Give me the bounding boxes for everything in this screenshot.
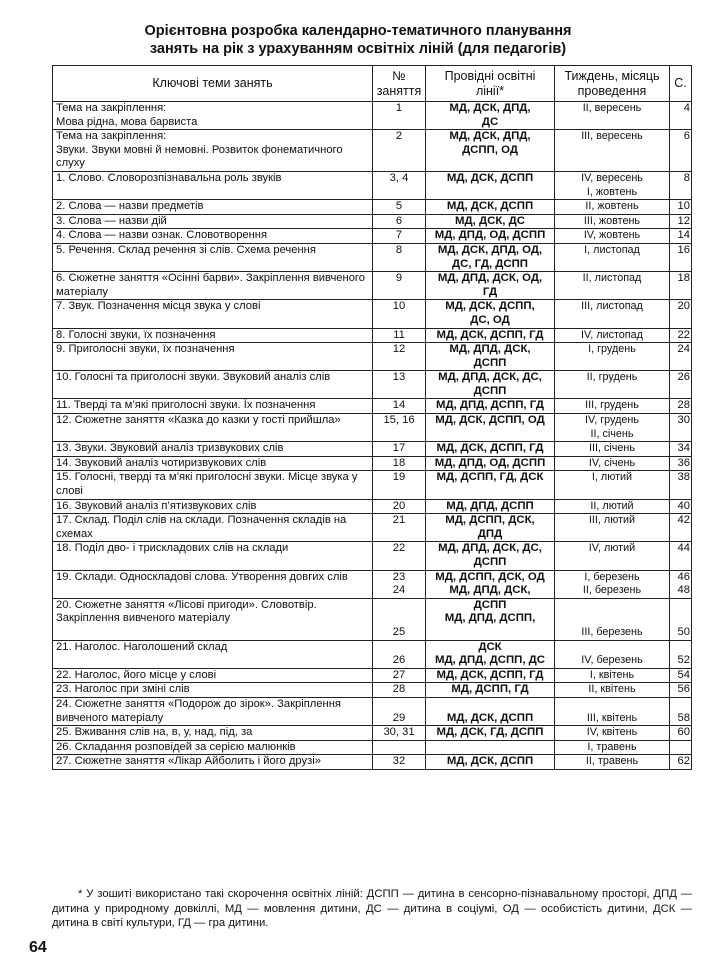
- row-educational-lines: ДСПП МД, ДПД, ДСПП,: [426, 598, 555, 640]
- row-lesson-number: 5: [373, 200, 426, 215]
- row-week-month: IV, жовтень: [555, 229, 670, 244]
- row-lesson-number: 2: [373, 130, 426, 172]
- row-page: 34: [670, 442, 692, 457]
- table-row: [53, 200, 692, 215]
- row-topic: 27. Сюжетне заняття «Лікар Айболить і його друзі»: [53, 755, 373, 770]
- title-line-1: Орієнтовна розробка календарно-тематичного планування: [144, 23, 572, 39]
- row-week-month: II, вересень: [555, 102, 670, 130]
- table-row: [53, 640, 692, 668]
- table-row: [53, 755, 692, 770]
- row-educational-lines: МД, ДПД, ДСК, ДСПП: [426, 343, 555, 371]
- row-educational-lines: [426, 740, 555, 755]
- row-educational-lines: МД, ДПД, ДСК, ДС, ДСПП: [426, 371, 555, 399]
- row-week-month: IV, квітень: [555, 726, 670, 741]
- row-lesson-number: 30, 31: [373, 726, 426, 741]
- row-page: 50: [670, 598, 692, 640]
- row-educational-lines: МД, ДПД, ДСПП: [426, 499, 555, 514]
- table-row: [53, 740, 692, 755]
- row-educational-lines: МД, ДСК, ДСПП, ГД: [426, 442, 555, 457]
- row-topic: 4. Слова — назви ознак. Словотворення: [53, 229, 373, 244]
- row-week-month: II, листопад: [555, 272, 670, 300]
- row-lesson-number: 26: [373, 640, 426, 668]
- row-topic: 6. Сюжетне заняття «Осінні барви». Закріплення вивченого матеріалу: [53, 272, 373, 300]
- row-page: 38: [670, 471, 692, 499]
- header-week-month: Тиждень, місяць проведення: [555, 66, 670, 102]
- row-lesson-number: 1: [373, 102, 426, 130]
- table-row: [53, 414, 692, 442]
- row-page: 24: [670, 343, 692, 371]
- row-lesson-number: 32: [373, 755, 426, 770]
- row-page: 58: [670, 697, 692, 725]
- row-lesson-number: 8: [373, 243, 426, 271]
- row-topic: 2. Слова — назви предметів: [53, 200, 373, 215]
- row-topic: 5. Речення. Склад речення зі слів. Схема речення: [53, 243, 373, 271]
- row-educational-lines: МД, ДСК, ДС: [426, 214, 555, 229]
- row-lesson-number: 28: [373, 683, 426, 698]
- row-page: 30: [670, 414, 692, 442]
- table-row: [53, 668, 692, 683]
- row-topic: 24. Сюжетне заняття «Подорож до зірок». Закріплення вивченого матеріалу: [53, 697, 373, 725]
- row-week-month: II, грудень: [555, 371, 670, 399]
- table-row: [53, 214, 692, 229]
- row-topic: 23. Наголос при зміні слів: [53, 683, 373, 698]
- row-week-month: IV, вересень I, жовтень: [555, 171, 670, 199]
- row-topic: 13. Звуки. Звуковий аналіз тризвукових слів: [53, 442, 373, 457]
- row-week-month: II, жовтень: [555, 200, 670, 215]
- row-page: 20: [670, 300, 692, 328]
- row-page: 52: [670, 640, 692, 668]
- table-row: [53, 570, 692, 598]
- table-row: [53, 399, 692, 414]
- table-row: [53, 542, 692, 570]
- row-topic: 26. Складання розповідей за серією малюнків: [53, 740, 373, 755]
- row-lesson-number: [373, 740, 426, 755]
- row-week-month: IV, лютий: [555, 542, 670, 570]
- row-educational-lines: ДСК МД, ДПД, ДСПП, ДС: [426, 640, 555, 668]
- row-week-month: II, лютий: [555, 499, 670, 514]
- table-row: [53, 371, 692, 399]
- row-week-month: I, грудень: [555, 343, 670, 371]
- row-lesson-number: 15, 16: [373, 414, 426, 442]
- row-week-month: IV, січень: [555, 456, 670, 471]
- row-page: 28: [670, 399, 692, 414]
- row-topic: 9. Приголосні звуки, їх позначення: [53, 343, 373, 371]
- row-page: 56: [670, 683, 692, 698]
- row-topic: 7. Звук. Позначення місця звука у слові: [53, 300, 373, 328]
- row-lesson-number: 12: [373, 343, 426, 371]
- row-educational-lines: МД, ДПД, ДСК, ДС, ДСПП: [426, 542, 555, 570]
- row-lesson-number: 18: [373, 456, 426, 471]
- row-page: 46 48: [670, 570, 692, 598]
- table-row: [53, 130, 692, 172]
- row-lesson-number: 11: [373, 328, 426, 343]
- row-week-month: IV, листопад: [555, 328, 670, 343]
- table-row: [53, 328, 692, 343]
- row-week-month: I, листопад: [555, 243, 670, 271]
- row-educational-lines: МД, ДСК, ДСПП: [426, 200, 555, 215]
- row-week-month: III, листопад: [555, 300, 670, 328]
- row-topic: 20. Сюжетне заняття «Лісові пригоди». Словотвір. Закріплення вивченого матеріалу: [53, 598, 373, 640]
- row-page: 60: [670, 726, 692, 741]
- row-lesson-number: 13: [373, 371, 426, 399]
- row-page: 16: [670, 243, 692, 271]
- row-lesson-number: 6: [373, 214, 426, 229]
- row-educational-lines: МД, ДСПП, ГД: [426, 683, 555, 698]
- row-week-month: III, квітень: [555, 697, 670, 725]
- row-lesson-number: 20: [373, 499, 426, 514]
- row-week-month: I, лютий: [555, 471, 670, 499]
- row-topic: 21. Наголос. Наголошений склад: [53, 640, 373, 668]
- row-educational-lines: МД, ДСК, ДПД, ОД, ДС, ГД, ДСПП: [426, 243, 555, 271]
- row-page: 36: [670, 456, 692, 471]
- row-lesson-number: 25: [373, 598, 426, 640]
- table-row: [53, 171, 692, 199]
- row-page: 42: [670, 514, 692, 542]
- header-educational-lines: Провідні освітні лінії*: [426, 66, 555, 102]
- row-lesson-number: 27: [373, 668, 426, 683]
- table-row: [53, 726, 692, 741]
- row-lesson-number: 9: [373, 272, 426, 300]
- header-topic: Ключові теми занять: [53, 66, 373, 102]
- row-week-month: I, квітень: [555, 668, 670, 683]
- row-educational-lines: МД, ДСК, ДСПП: [426, 697, 555, 725]
- row-page: 62: [670, 755, 692, 770]
- row-page: 10: [670, 200, 692, 215]
- table-row: [53, 300, 692, 328]
- row-topic: 10. Голосні та приголосні звуки. Звуковий аналіз слів: [53, 371, 373, 399]
- table-row: [53, 102, 692, 130]
- row-lesson-number: 23 24: [373, 570, 426, 598]
- row-educational-lines: МД, ДСПП, ДСК, ОД МД, ДПД, ДСК,: [426, 570, 555, 598]
- planning-table: [52, 65, 692, 770]
- header-lesson-number: № заняття: [373, 66, 426, 102]
- row-topic: 1. Слово. Словорозпізнавальна роль звуків: [53, 171, 373, 199]
- row-topic: 18. Поділ дво- і трискладових слів на склади: [53, 542, 373, 570]
- row-page: 44: [670, 542, 692, 570]
- row-week-month: III, лютий: [555, 514, 670, 542]
- row-topic: 14. Звуковий аналіз чотиризвукових слів: [53, 456, 373, 471]
- row-week-month: III, жовтень: [555, 214, 670, 229]
- row-educational-lines: МД, ДСК, ДПД, ДСПП, ОД: [426, 130, 555, 172]
- row-lesson-number: 29: [373, 697, 426, 725]
- row-page: 12: [670, 214, 692, 229]
- row-educational-lines: МД, ДСПП, ГД, ДСК: [426, 471, 555, 499]
- row-topic: 16. Звуковий аналіз п’ятизвукових слів: [53, 499, 373, 514]
- row-topic: 19. Склади. Односкладові слова. Утворення довгих слів: [53, 570, 373, 598]
- table-body: [53, 102, 692, 770]
- footnote: * У зошиті використано такі скорочення освітніх ліній: ДСПП — дитина в сенсорно-пізнавальному просторі, ДПД — дитина у природному довкіллі, МД — мовлення дитини, ДС — дитина в соціумі, ОД — особистість дитини, ДСК — дитина в світі культури, ГД — гра дитини.: [52, 888, 692, 929]
- row-topic: 12. Сюжетне заняття «Казка до казки у гості прийшла»: [53, 414, 373, 442]
- table-row: [53, 499, 692, 514]
- row-educational-lines: МД, ДСПП, ДСК, ДПД: [426, 514, 555, 542]
- row-page: 26: [670, 371, 692, 399]
- row-educational-lines: МД, ДПД, ОД, ДСПП: [426, 229, 555, 244]
- table-row: [53, 683, 692, 698]
- title-line-2: занять на рік з урахуванням освітніх ліній (для педагогів): [149, 41, 567, 57]
- row-page: 22: [670, 328, 692, 343]
- row-topic: 25. Вживання слів на, в, у, над, під, за: [53, 726, 373, 741]
- row-topic: 8. Голосні звуки, їх позначення: [53, 328, 373, 343]
- row-educational-lines: МД, ДСК, ДПД, ДС: [426, 102, 555, 130]
- row-lesson-number: 17: [373, 442, 426, 457]
- table-row: [53, 343, 692, 371]
- row-educational-lines: МД, ДСК, ДСПП, ОД: [426, 414, 555, 442]
- row-page: [670, 740, 692, 755]
- header-page: С.: [670, 66, 692, 102]
- table-row: [53, 229, 692, 244]
- row-educational-lines: МД, ДПД, ДСК, ОД, ГД: [426, 272, 555, 300]
- row-educational-lines: МД, ДСК, ДСПП, ГД: [426, 328, 555, 343]
- row-week-month: II, травень: [555, 755, 670, 770]
- row-lesson-number: 19: [373, 471, 426, 499]
- row-educational-lines: МД, ДСК, ДСПП, ДС, ОД: [426, 300, 555, 328]
- row-educational-lines: МД, ДСК, ДСПП, ГД: [426, 668, 555, 683]
- row-topic: 3. Слова — назви дій: [53, 214, 373, 229]
- row-week-month: IV, грудень II, січень: [555, 414, 670, 442]
- row-page: 6: [670, 130, 692, 172]
- table-row: [53, 598, 692, 640]
- row-lesson-number: 10: [373, 300, 426, 328]
- row-page: 54: [670, 668, 692, 683]
- row-topic: Тема на закріплення: Мова рідна, мова барвиста: [53, 102, 373, 130]
- row-lesson-number: 7: [373, 229, 426, 244]
- row-lesson-number: 21: [373, 514, 426, 542]
- row-educational-lines: МД, ДПД, ДСПП, ГД: [426, 399, 555, 414]
- row-week-month: I, березень II, березень: [555, 570, 670, 598]
- page-title: [0, 22, 716, 58]
- page-number: 64: [29, 939, 47, 956]
- row-week-month: III, січень: [555, 442, 670, 457]
- table-row: [53, 456, 692, 471]
- row-week-month: II, квітень: [555, 683, 670, 698]
- row-topic: 15. Голосні, тверді та м’які приголосні звуки. Місце звука у слові: [53, 471, 373, 499]
- table-row: [53, 697, 692, 725]
- row-page: 8: [670, 171, 692, 199]
- row-page: 18: [670, 272, 692, 300]
- row-topic: 17. Склад. Поділ слів на склади. Позначення складів на схемах: [53, 514, 373, 542]
- row-page: 14: [670, 229, 692, 244]
- table-row: [53, 442, 692, 457]
- row-educational-lines: МД, ДСК, ДСПП: [426, 171, 555, 199]
- table-row: [53, 272, 692, 300]
- row-lesson-number: 22: [373, 542, 426, 570]
- row-educational-lines: МД, ДСК, ГД, ДСПП: [426, 726, 555, 741]
- row-lesson-number: 14: [373, 399, 426, 414]
- row-week-month: III, вересень: [555, 130, 670, 172]
- row-week-month: III, грудень: [555, 399, 670, 414]
- row-page: 40: [670, 499, 692, 514]
- table-row: [53, 514, 692, 542]
- row-topic: 22. Наголос, його місце у слові: [53, 668, 373, 683]
- row-lesson-number: 3, 4: [373, 171, 426, 199]
- table-row: [53, 243, 692, 271]
- row-page: 4: [670, 102, 692, 130]
- row-topic: Тема на закріплення: Звуки. Звуки мовні й немовні. Розвиток фонематичного слуху: [53, 130, 373, 172]
- table-row: [53, 471, 692, 499]
- row-week-month: IV, березень: [555, 640, 670, 668]
- row-week-month: I, травень: [555, 740, 670, 755]
- row-educational-lines: МД, ДСК, ДСПП: [426, 755, 555, 770]
- row-educational-lines: МД, ДПД, ОД, ДСПП: [426, 456, 555, 471]
- row-topic: 11. Тверді та м’які приголосні звуки. Їх позначення: [53, 399, 373, 414]
- row-week-month: III, березень: [555, 598, 670, 640]
